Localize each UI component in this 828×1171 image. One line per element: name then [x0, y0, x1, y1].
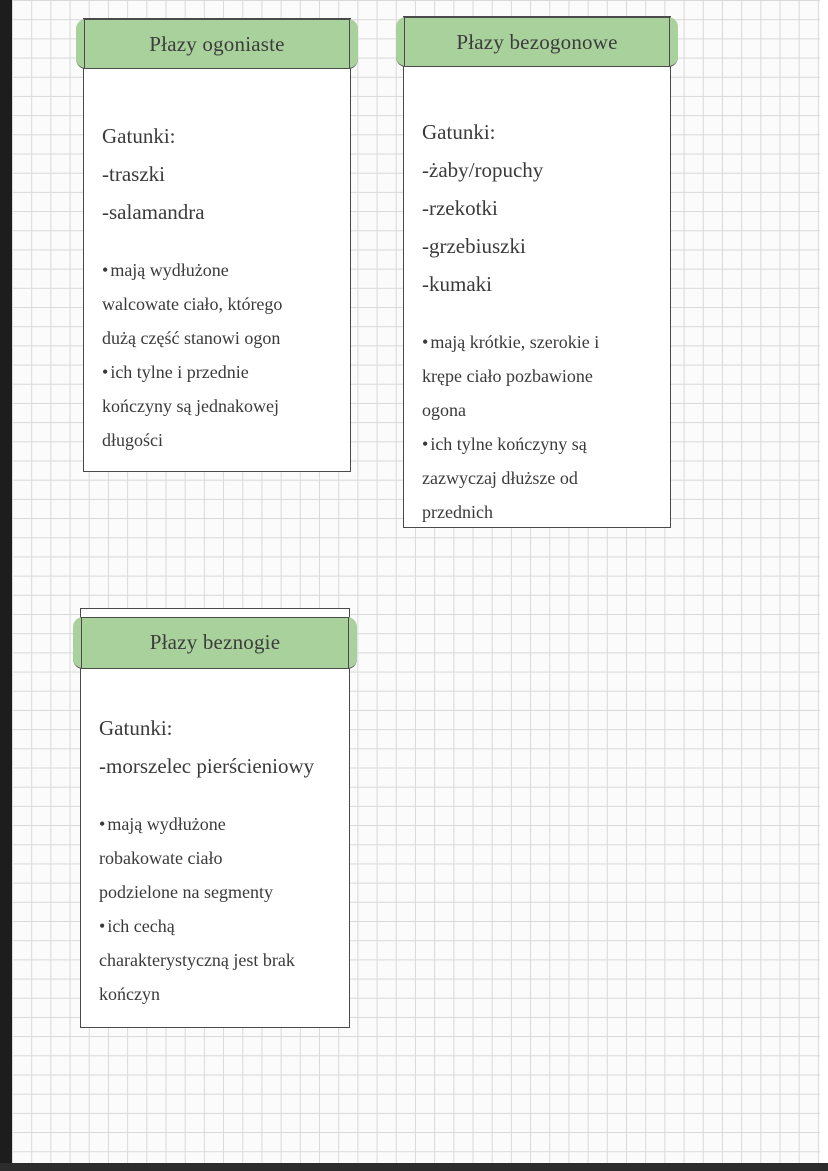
traits-list [102, 253, 340, 457]
trait-line: zazwyczaj dłuższe od [422, 468, 578, 488]
card-body [102, 117, 340, 457]
trait-line: dużą część stanowi ogon [102, 328, 281, 348]
card-plazy-bezogonowe [403, 16, 671, 528]
trait-line: • mają krótkie, szerokie i [422, 325, 660, 359]
card-body [99, 709, 339, 1011]
species-label: Gatunki: [102, 124, 176, 148]
card-header [73, 617, 357, 669]
card-title: Płazy bezogonowe [456, 30, 618, 54]
species-label: Gatunki: [422, 120, 496, 144]
species-item: -traszki [102, 162, 165, 186]
card-title: Płazy ogoniaste [149, 32, 285, 56]
trait-line: kończyn [99, 984, 160, 1004]
bullet-icon: • [422, 434, 429, 454]
card-header [76, 19, 358, 69]
card-body [422, 113, 660, 529]
bullet-icon: • [99, 916, 106, 936]
bullet-icon: • [102, 260, 109, 280]
card-plazy-ogoniaste [83, 18, 351, 472]
bullet-icon: • [99, 814, 106, 834]
trait-line: • ich tylne i przednie [102, 355, 340, 389]
species-item: -salamandra [102, 200, 205, 224]
trait-line: krępe ciało pozbawione [422, 366, 593, 386]
trait-line: ogona [422, 400, 466, 420]
bullet-icon: • [102, 362, 109, 382]
trait-line: długości [102, 430, 163, 450]
trait-line: podzielone na segmenty [99, 882, 273, 902]
species-item: -grzebiuszki [422, 234, 526, 258]
species-item: -morszelec pierścieniowy [99, 754, 315, 778]
trait-line: • mają wydłużone [102, 253, 340, 287]
trait-line: walcowate ciało, którego [102, 294, 283, 314]
card-plazy-beznogie [80, 608, 350, 1028]
card-title: Płazy beznogie [149, 630, 281, 654]
trait-line: charakterystyczną jest brak [99, 950, 295, 970]
bullet-icon: • [422, 332, 429, 352]
scan-bottom-edge [0, 1163, 828, 1171]
trait-line: robakowate ciało [99, 848, 223, 868]
traits-list [422, 325, 660, 529]
species-item: -kumaki [422, 272, 492, 296]
trait-line: kończyny są jednakowej [102, 396, 279, 416]
card-header [396, 17, 678, 67]
trait-line: • ich tylne kończyny są [422, 427, 660, 461]
traits-list [99, 807, 339, 1011]
trait-line: • ich cechą [99, 909, 339, 943]
trait-line: przednich [422, 502, 493, 522]
trait-line: • mają wydłużone [99, 807, 339, 841]
species-item: -żaby/ropuchy [422, 158, 544, 182]
species-label: Gatunki: [99, 716, 173, 740]
species-item: -rzekotki [422, 196, 498, 220]
